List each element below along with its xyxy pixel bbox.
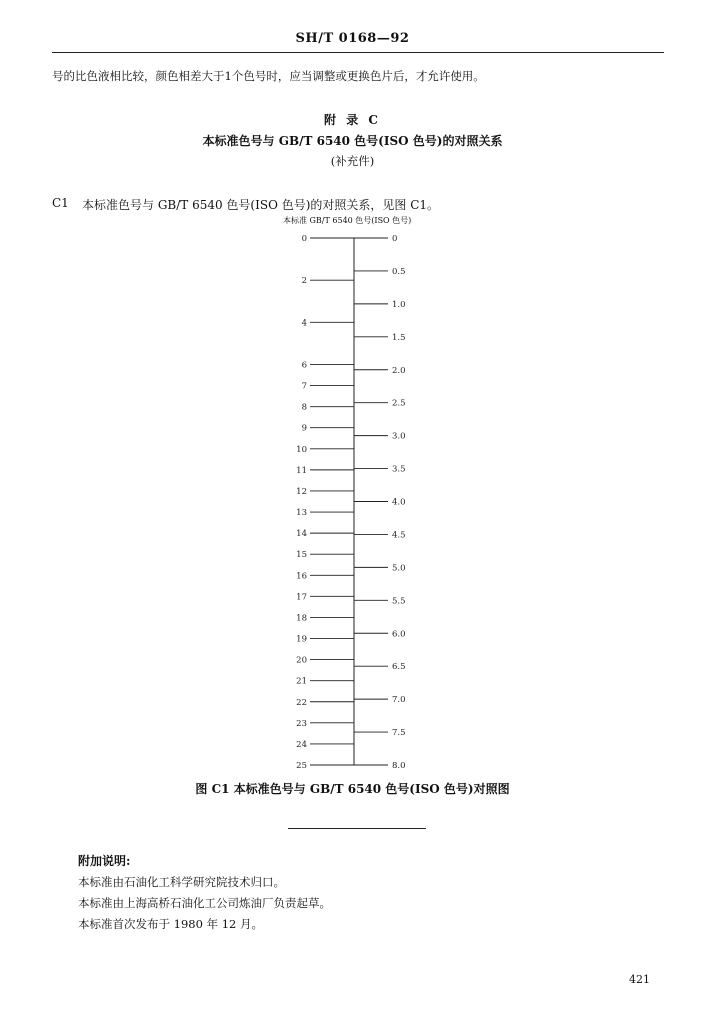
left-scale-label: 22 — [296, 697, 307, 708]
left-scale-label: 18 — [296, 613, 307, 624]
left-scale-label: 21 — [296, 676, 307, 687]
left-scale-label: 2 — [301, 276, 307, 287]
right-scale-label: 4.0 — [392, 497, 406, 508]
right-scale-label: 6.5 — [392, 662, 406, 673]
left-scale-label: 10 — [296, 444, 307, 455]
left-scale-label: 6 — [301, 360, 307, 371]
right-scale-label: 8.0 — [392, 761, 406, 771]
left-scale-label: 8 — [301, 402, 307, 413]
supplement-line: 本标准首次发布于 1980 年 12 月。 — [78, 917, 264, 931]
left-scale-label: 11 — [296, 465, 307, 476]
right-scale-label: 7.5 — [392, 728, 406, 739]
supplement-line: 本标准由石油化工科学研究院技术归口。 — [78, 875, 285, 889]
right-scale-label: 5.5 — [392, 596, 406, 607]
chart-title: 本标准 GB/T 6540 色号(ISO 色号) — [283, 216, 412, 225]
header-divider — [52, 52, 664, 53]
supplement-line: 本标准由上海高桥石油化工公司炼油厂负责起草。 — [78, 896, 331, 910]
left-scale-label: 19 — [296, 634, 307, 645]
appendix-note: (补充件) — [330, 154, 375, 168]
left-scale-label: 16 — [296, 571, 307, 582]
standard-code: SH/T 0168—92 — [295, 31, 410, 46]
intro-paragraph: 号的比色液相比较，颜色相差大于1个色号时，应当调整或更换色片后，才允许使用。 — [52, 69, 485, 83]
right-scale-label: 1.5 — [392, 332, 406, 343]
appendix-title: 附 录 C — [324, 113, 381, 127]
left-scale-label: 12 — [296, 486, 307, 497]
left-scale-label: 25 — [296, 761, 307, 771]
left-scale-label: 14 — [296, 529, 307, 540]
left-scale-label: 17 — [296, 592, 307, 603]
supplement-title: 附加说明: — [78, 854, 131, 868]
left-scale-label: 9 — [301, 423, 307, 434]
left-scale-label: 23 — [296, 718, 307, 729]
right-scale-label: 2.0 — [392, 365, 406, 376]
chart-canvas — [280, 228, 440, 773]
right-scale-label: 6.0 — [392, 629, 406, 640]
left-scale-label: 15 — [296, 550, 307, 561]
right-scale-label: 0.5 — [392, 266, 406, 277]
left-scale-label: 4 — [301, 318, 307, 329]
correspondence-chart — [280, 228, 440, 773]
left-scale-label: 7 — [301, 381, 307, 392]
right-scale-label: 5.0 — [392, 563, 406, 574]
right-scale-label: 4.5 — [392, 530, 406, 541]
appendix-subtitle: 本标准色号与 GB/T 6540 色号(ISO 色号)的对照关系 — [202, 134, 503, 148]
right-scale-label: 3.5 — [392, 464, 406, 475]
left-scale-label: 13 — [296, 508, 307, 519]
right-scale-label: 1.0 — [392, 299, 406, 310]
right-scale-label: 7.0 — [392, 695, 406, 706]
section-text: 本标准色号与 GB/T 6540 色号(ISO 色号)的对照关系，见图 C1。 — [82, 198, 440, 212]
right-scale-label: 2.5 — [392, 398, 406, 409]
left-scale-label: 24 — [296, 739, 307, 750]
figure-caption: 图 C1 本标准色号与 GB/T 6540 色号(ISO 色号)对照图 — [195, 782, 510, 796]
right-scale-label: 0 — [392, 234, 398, 244]
end-separator — [288, 828, 426, 829]
page-number: 421 — [629, 973, 650, 986]
section-label: C1 — [52, 196, 69, 210]
right-scale-label: 3.0 — [392, 431, 406, 442]
left-scale-label: 20 — [296, 655, 307, 666]
left-scale-label: 0 — [301, 234, 307, 244]
